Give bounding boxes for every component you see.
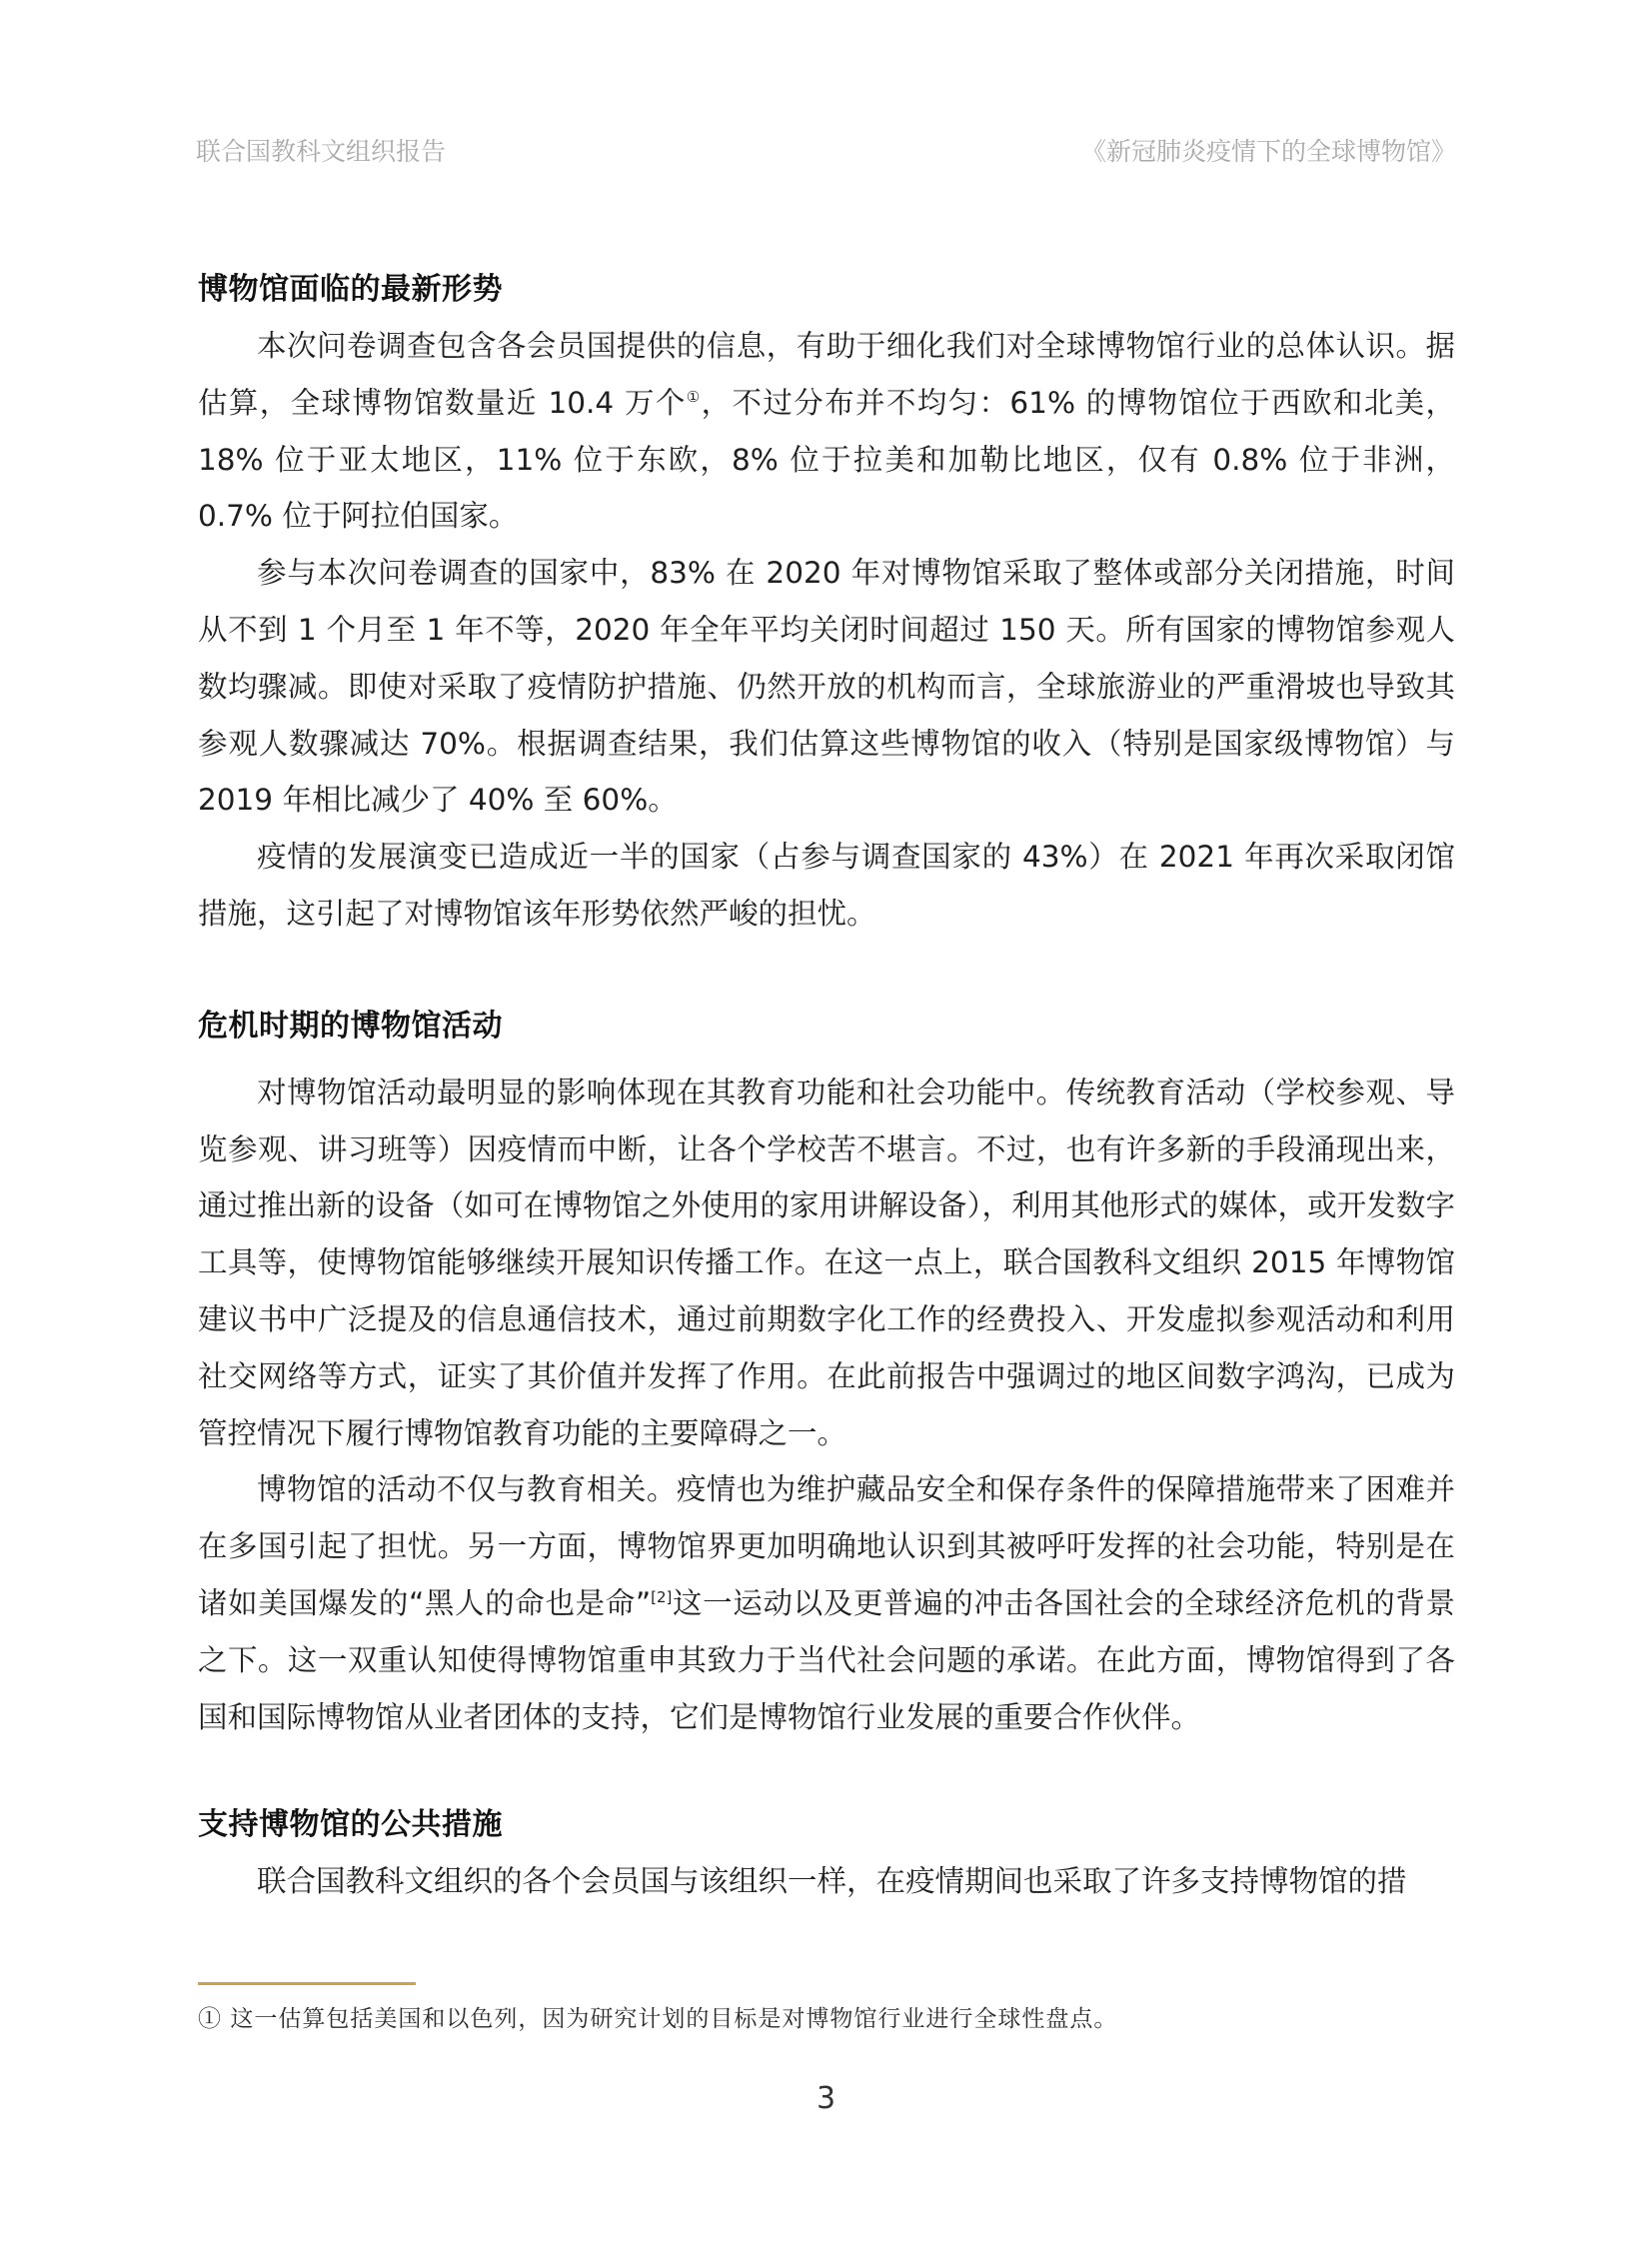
paragraph: 疫情的发展演变已造成近一半的国家（占参与调查国家的 43%）在 2021 年再次采取闭馆措施，这引起了对博物馆该年形势依然严峻的担忧。: [198, 840, 1455, 931]
paragraph-text: 博物馆的活动不仅与教育相关。疫情也为维护藏品安全和保存条件的保障措施带来了困难并在多国引起了担忧。另一方面，博物馆界更加明确地认识到其被呼吁发挥的社会功能，特别是在诸如美国爆发的“黑人的命也是命”: [198, 1472, 1455, 1620]
footnote-divider: [198, 1982, 416, 1985]
header-report-title: 联合国教科文组织报告: [196, 137, 447, 166]
section-title-crisis-activities: 危机时期的博物馆活动: [198, 1008, 503, 1044]
paragraph-text: ，不过分布并不均匀：61% 的博物馆位于西欧和北美，18% 位于亚太地区，11% 位于东欧，8% 位于拉美和加勒比地区，仅有 0.8% 位于非洲，0.7% 位于阿拉伯国家。: [198, 385, 1455, 534]
paragraph: 联合国教科文组织的各个会员国与该组织一样，在疫情期间也采取了许多支持博物馆的措: [257, 1864, 1407, 1899]
header-publication-title: 《新冠肺炎疫情下的全球博物馆》: [1080, 137, 1456, 166]
paragraph: 参与本次问卷调查的国家中，83% 在 2020 年对博物馆采取了整体或部分关闭措施，时间从不到 1 个月至 1 年不等，2020 年全年平均关闭时间超过 150 天。所有国家的博物馆参观人数均骤减。即使对采取了疫情防护措施、仍然开放的机构而言，全球旅游业的严重滑坡也导致其参观人数骤减达 70%。根据调查结果，我们估算这些博物馆的收入（特别是国家级博物馆）与 2019 年相比减少了 40% 至 60%。: [198, 556, 1455, 818]
paragraph-text: 这一运动以及更普遍的冲击各国社会的全球经济危机的背景之下。这一双重认知使得博物馆重申其致力于当代社会问题的承诺。在此方面，博物馆得到了各国和国际博物馆从业者团体的支持，它们是博物馆行业发展的重要合作伙伴。: [198, 1585, 1455, 1734]
footnote: [198, 2002, 1117, 2036]
footnote-text: 这一估算包括美国和以色列，因为研究计划的目标是对博物馆行业进行全球性盘点。: [230, 2006, 1118, 2032]
page-number: 3: [816, 2081, 836, 2116]
running-header: [196, 132, 1456, 172]
footnote-marker-label: ①: [198, 2006, 222, 2032]
paragraph: [198, 1461, 1455, 1745]
section-title-public-measures: 支持博物馆的公共措施: [198, 1807, 503, 1843]
paragraph: [198, 318, 1455, 545]
section-spacer: [198, 943, 1455, 999]
section-spacer: [198, 1745, 1455, 1797]
main-content: [198, 262, 1455, 1910]
section-title-current-situation: 博物馆面临的最新形势: [198, 272, 503, 307]
footnote-marker[interactable]: [2]: [651, 1588, 673, 1607]
footnote-marker[interactable]: ①: [686, 387, 702, 406]
paragraph-text: 本次问卷调查包含各会员国提供的信息，有助于细化我们对全球博物馆行业的总体认识。据估算，全球博物馆数量近 10.4 万个: [198, 329, 1455, 420]
paragraph: 对博物馆活动最明显的影响体现在其教育功能和社会功能中。传统教育活动（学校参观、导览参观、讲习班等）因疫情而中断，让各个学校苦不堪言。不过，也有许多新的手段涌现出来，通过推出新的设备（如可在博物馆之外使用的家用讲解设备），利用其他形式的媒体，或开发数字工具等，使博物馆能够继续开展知识传播工作。在这一点上，联合国教科文组织 2015 年博物馆建议书中广泛提及的信息通信技术，通过前期数字化工作的经费投入、开发虚拟参观活动和利用社交网络等方式，证实了其价值并发挥了作用。在此前报告中强调过的地区间数字鸿沟，已成为管控情况下履行博物馆教育功能的主要障碍之一。: [198, 1075, 1455, 1450]
